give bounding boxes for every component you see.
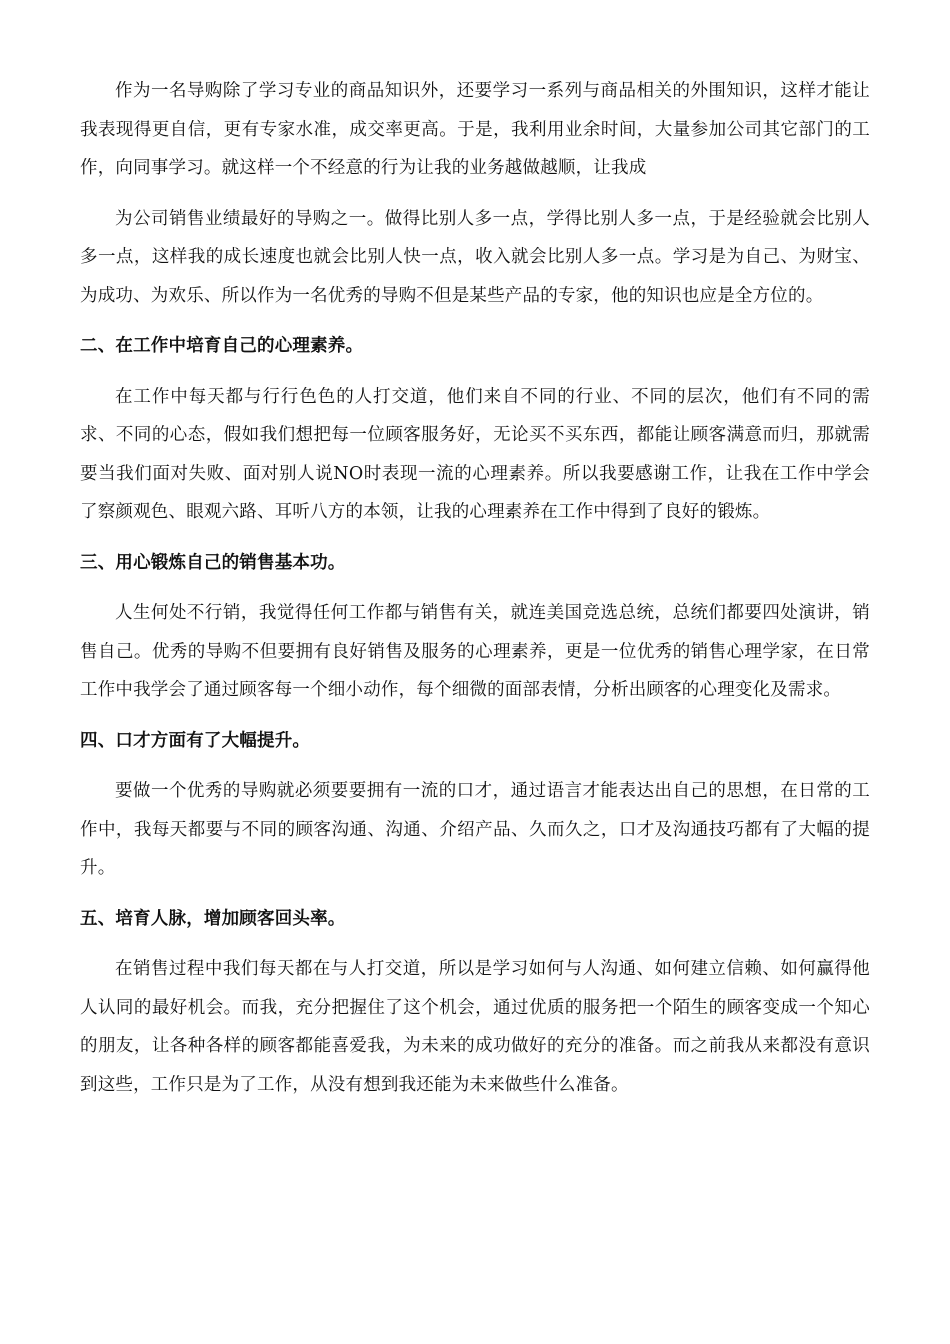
document-page	[80, 72, 870, 1116]
paragraph-learning: 作为一名导购除了学习专业的商品知识外，还要学习一系列与商品相关的外围知识，这样才能让我表现得更自信，更有专家水准，成交率更高。于是，我利用业余时间，大量参加公司其它部门的工作，向同事学习。就这样一个不经意的行为让我的业务越做越顺，让我成	[80, 81, 870, 178]
paragraph-sales-skills: 人生何处不行销，我觉得任何工作都与销售有关，就连美国竞选总统，总统们都要四处演讲，销售自己。优秀的导购不但要拥有良好销售及服务的心理素养，更是一位优秀的销售心理学家，在日常工作中我学会了通过顾客每一个细小动作，每个细微的面部表情，分析出顾客的心理变化及需求。	[80, 603, 870, 700]
section-heading-network: 五、培育人脉，增加顾客回头率。	[80, 908, 346, 929]
section-heading-eloquence: 四、口才方面有了大幅提升。	[80, 730, 311, 751]
paragraph-psychology: 在工作中每天都与行行色色的人打交道，他们来自不同的行业、不同的层次，他们有不同的需求、不同的心态，假如我们想把每一位顾客服务好，无论买不买东西，都能让顾客满意而归，那就需要当我们面对失败、面对别人说NO时表现一流的心理素养。所以我要感谢工作，让我在工作中学会了察颜观色、眼观六路、耳听八方的本领，让我的心理素养在工作中得到了良好的锻炼。	[80, 386, 870, 522]
paragraph-network: 在销售过程中我们每天都在与人打交道，所以是学习如何与人沟通、如何建立信赖、如何赢得他人认同的最好机会。而我，充分把握住了这个机会，通过优质的服务把一个陌生的顾客变成一个知心的朋友，让各种各样的顾客都能喜爱我，为未来的成功做好的充分的准备。而之前我从来都没有意识到这些，工作只是为了工作，从没有想到我还能为未来做些什么准备。	[80, 959, 870, 1095]
section-heading-sales-skills: 三、用心锻炼自己的销售基本功。	[80, 552, 346, 573]
paragraph-eloquence: 要做一个优秀的导购就必须要要拥有一流的口才，通过语言才能表达出自己的思想，在日常的工作中，我每天都要与不同的顾客沟通、沟通、介绍产品、久而久之，口才及沟通技巧都有了大幅的提升。	[80, 781, 870, 878]
paragraph-learning-continued: 为公司销售业绩最好的导购之一。做得比别人多一点，学得比别人多一点，于是经验就会比别人多一点，这样我的成长速度也就会比别人快一点，收入就会比别人多一点。学习是为自己、为财宝、为成功、为欢乐、所以作为一名优秀的导购不但是某些产品的专家，他的知识也应是全方位的。	[80, 208, 870, 306]
section-heading-psychology: 二、在工作中培育自己的心理素养。	[80, 336, 364, 356]
